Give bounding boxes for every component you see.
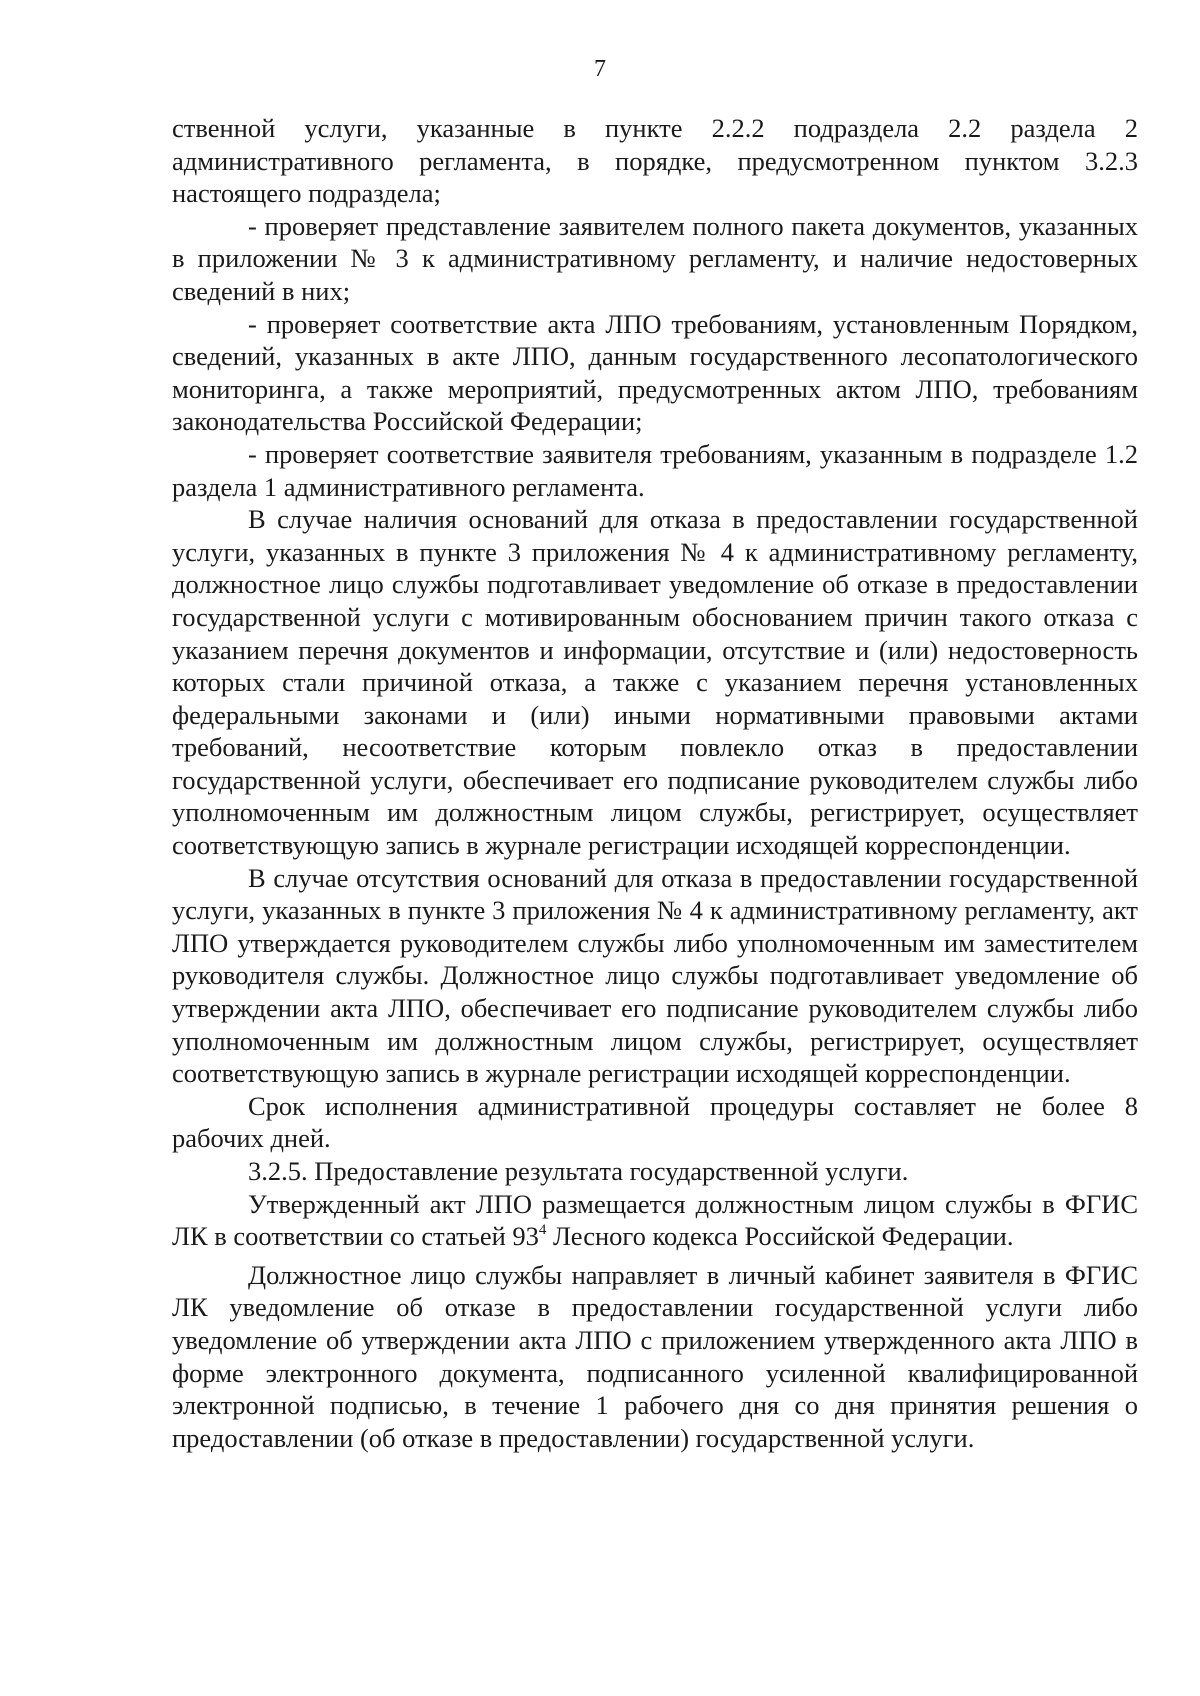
superscript: 4	[538, 1222, 547, 1239]
document-body	[172, 112, 1138, 1454]
paragraph: Срок исполнения административной процедуры составляет не более 8 рабочих дней.	[172, 1090, 1138, 1154]
list-item: - проверяет соответствие заявителя требованиям, указанным в подразделе 1.2 раздела 1 административного регламента.	[172, 438, 1138, 502]
paragraph: Должностное лицо службы направляет в личный кабинет заявителя в ФГИС ЛК уведомление об отказе в предоставлении государственной услуги либо уведомление об утверждении акта ЛПО с приложением утвержденного акта ЛПО в форме электронного документа, подписанного усиленной квалифицированной электронной подписью, в течение 1 рабочего дня со дня принятия решения о предоставлении (об отказе в предоставлении) государственной услуги.	[172, 1259, 1138, 1453]
paragraph: В случае наличия оснований для отказа в предоставлении государственной услуги, указанных в пункте 3 приложения № 4 к административному регламенту, должностное лицо службы подготавливает уведомление об отказе в предоставлении государственной услуги с мотивированным обоснованием причин такого отказа с указанием перечня документов и информации, отсутствие и (или) недостоверность которых стали причиной отказа, а также с указанием перечня установленных федеральными законами и (или) иными нормативными правовыми актами требований, несоответствие которым повлекло отказ в предоставлении государственной услуги, обеспечивает его подписание руководителем службы либо уполномоченным им должностным лицом службы, регистрирует, осуществляет соответствующую запись в журнале регистрации исходящей корреспонденции.	[172, 504, 1138, 861]
list-item: - проверяет представление заявителем полного пакета документов, указанных в приложении № 3 к административному регламенту, и наличие недостоверных сведений в них;	[172, 210, 1138, 306]
section-heading: 3.2.5. Предоставление результата государственной услуги.	[248, 1156, 909, 1186]
list-item: - проверяет соответствие акта ЛПО требованиям, установленным Порядком, сведений, указанных в акте ЛПО, данным государственного лесопатологического мониторинга, а также мероприятий, предусмотренных актом ЛПО, требованиям законодательства Российской Федерации;	[172, 308, 1138, 437]
paragraph	[172, 1188, 1138, 1253]
paragraph: ственной услуги, указанные в пункте 2.2.2 подраздела 2.2 раздела 2 административного регламента, в порядке, предусмотренном пунктом 3.2.3 настоящего подраздела;	[172, 113, 1138, 209]
paragraph: В случае отсутствия оснований для отказа в предоставлении государственной услуги, указанных в пункте 3 приложения № 4 к административному регламенту, акт ЛПО утверждается руководителем службы либо уполномоченным им заместителем руководителя службы. Должностное лицо службы подготавливает уведомление об утверждении акта ЛПО, обеспечивает его подписание руководителем службы либо уполномоченным им должностным лицом службы, регистрирует, осуществляет соответствующую запись в журнале регистрации исходящей корреспонденции.	[172, 862, 1138, 1089]
paragraph-text: Утвержденный акт ЛПО размещается должностным лицом службы в ФГИС ЛК в соответствии со статьей 93	[172, 1188, 1138, 1252]
page-number: 7	[594, 56, 606, 82]
paragraph-text: Лесного кодекса Российской Федерации.	[546, 1221, 1014, 1252]
